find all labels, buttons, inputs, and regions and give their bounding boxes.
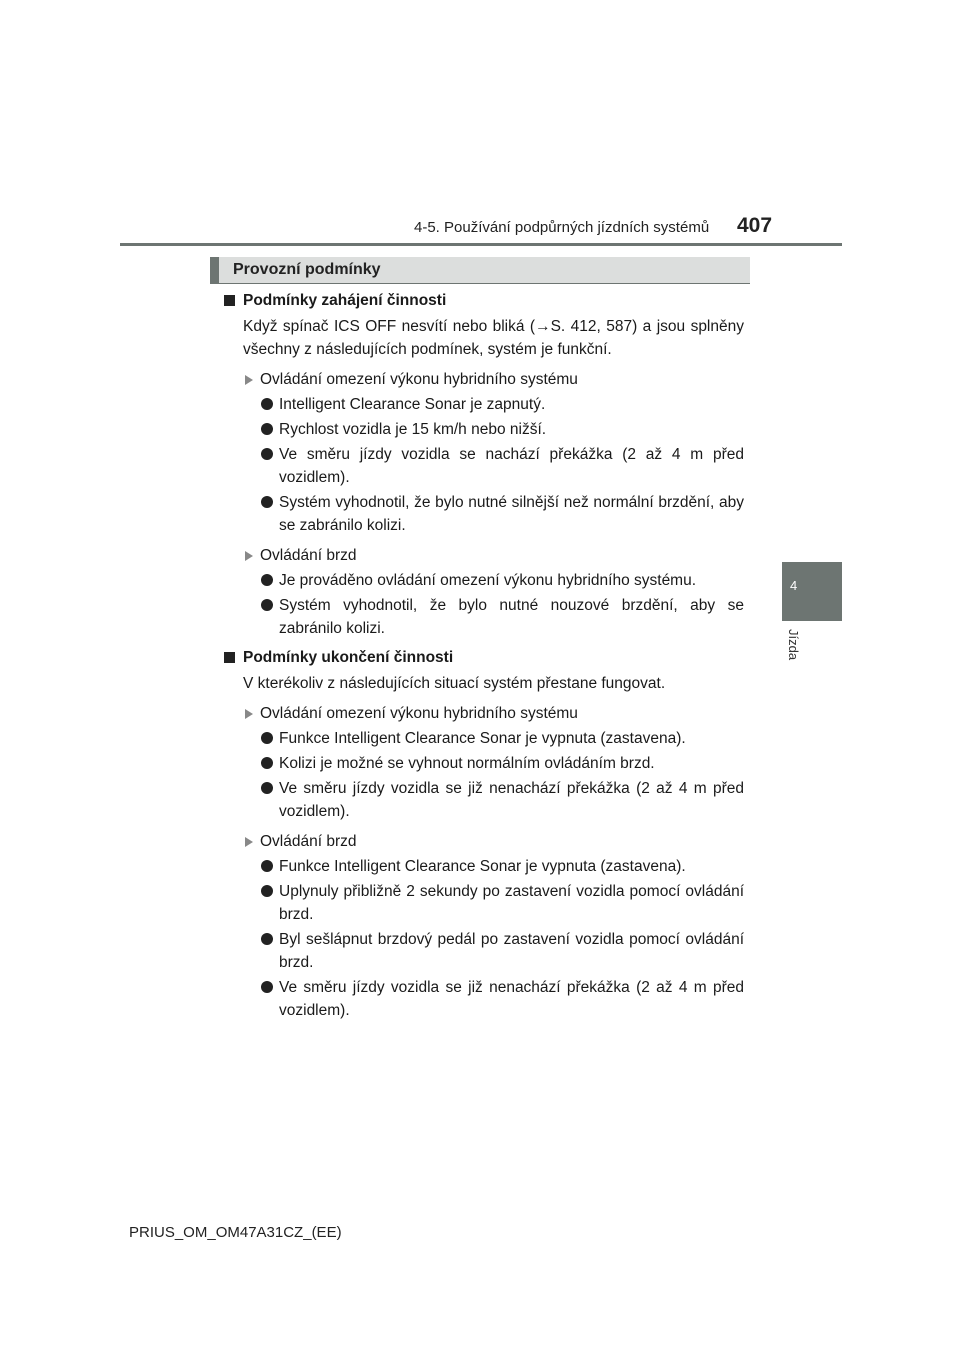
triangle-bullet-icon: [245, 551, 253, 561]
list-item-text: Funkce Intelligent Clearance Sonar je vypnuta (zastavena).: [279, 858, 686, 875]
dot-bullet-icon: [261, 782, 273, 794]
list-item-text: Je prováděno ovládání omezení výkonu hybridního systému.: [279, 572, 697, 589]
header-divider: [120, 243, 842, 246]
dot-bullet-icon: [261, 496, 273, 508]
list-item-text: Systém vyhodnotil, že bylo nutné silnější než normální brzdění, aby se zabránilo kolizi.: [279, 494, 744, 534]
chapter-title: 4-5. Používání podpůrných jízdních systémů: [414, 219, 710, 236]
list-item: [224, 443, 744, 489]
heading-text: Podmínky ukončení činnosti: [243, 649, 454, 666]
dot-bullet-icon: [261, 860, 273, 872]
group-title: [224, 368, 744, 391]
section-header: [210, 257, 750, 284]
list-item-text: Uplynuly přibližně 2 sekundy po zastavení vozidla pomocí ovládání brzd.: [279, 883, 744, 923]
end-conditions-heading: [224, 646, 744, 669]
square-bullet-icon: [224, 652, 235, 663]
group-title-text: Ovládání omezení výkonu hybridního systému: [260, 705, 578, 722]
list-item-text: Kolizi je možné se vyhnout normálním ovládáním brzd.: [279, 755, 655, 772]
start-conditions-heading: [224, 289, 744, 312]
list-item-text: Systém vyhodnotil, že bylo nutné nouzové brzdění, aby se zabránilo kolizi.: [279, 597, 744, 637]
chapter-tab-label: Jízda: [786, 629, 801, 661]
end-conditions-intro: V kterékoliv z následujících situací systém přestane fungovat.: [243, 675, 666, 692]
heading-text: Podmínky zahájení činnosti: [243, 292, 447, 309]
dot-bullet-icon: [261, 398, 273, 410]
dot-bullet-icon: [261, 574, 273, 586]
list-item: [224, 928, 744, 974]
dot-bullet-icon: [261, 885, 273, 897]
group-title: [224, 702, 744, 725]
square-bullet-icon: [224, 295, 235, 306]
list-item-text: Intelligent Clearance Sonar je zapnutý.: [279, 396, 546, 413]
list-item: [224, 727, 744, 750]
dot-bullet-icon: [261, 933, 273, 945]
group-title: [224, 830, 744, 853]
document-code: PRIUS_OM_OM47A31CZ_(EE): [129, 1224, 342, 1241]
triangle-bullet-icon: [245, 709, 253, 719]
list-item: [224, 491, 744, 537]
page-number: 407: [737, 214, 773, 237]
list-item: [224, 393, 744, 416]
list-item: [224, 418, 744, 441]
list-item-text: Byl sešlápnut brzdový pedál po zastavení vozidla pomocí ovládání brzd.: [279, 931, 744, 971]
dot-bullet-icon: [261, 448, 273, 460]
chapter-tab-number: 4: [790, 578, 798, 593]
dot-bullet-icon: [261, 423, 273, 435]
page-content: [224, 289, 744, 1022]
list-item-text: Ve směru jízdy vozidla se již nenachází překážka (2 až 4 m před vozidlem).: [279, 780, 744, 820]
list-item-text: Funkce Intelligent Clearance Sonar je vypnuta (zastavena).: [279, 730, 686, 747]
start-conditions-intro: Když spínač ICS OFF nesvítí nebo bliká (→S. 412, 587) a jsou splněny všechny z následujících podmínek, systém je funkční.: [243, 318, 744, 358]
list-item: [224, 594, 744, 640]
group-title-text: Ovládání omezení výkonu hybridního systému: [260, 371, 578, 388]
list-item: [224, 752, 744, 775]
list-item: [224, 855, 744, 878]
group-title-text: Ovládání brzd: [260, 833, 357, 850]
section-title: Provozní podmínky: [233, 261, 381, 278]
dot-bullet-icon: [261, 732, 273, 744]
list-item: [224, 569, 744, 592]
list-item: [224, 777, 744, 823]
dot-bullet-icon: [261, 757, 273, 769]
list-item: [224, 976, 744, 1022]
dot-bullet-icon: [261, 599, 273, 611]
list-item-text: Rychlost vozidla je 15 km/h nebo nižší.: [279, 421, 547, 438]
group-title-text: Ovládání brzd: [260, 547, 357, 564]
triangle-bullet-icon: [245, 375, 253, 385]
list-item: [224, 880, 744, 926]
list-item-text: Ve směru jízdy vozidla se již nenachází překážka (2 až 4 m před vozidlem).: [279, 979, 744, 1019]
list-item-text: Ve směru jízdy vozidla se nachází překážka (2 až 4 m před vozidlem).: [279, 446, 744, 486]
triangle-bullet-icon: [245, 837, 253, 847]
group-title: [224, 544, 744, 567]
dot-bullet-icon: [261, 981, 273, 993]
